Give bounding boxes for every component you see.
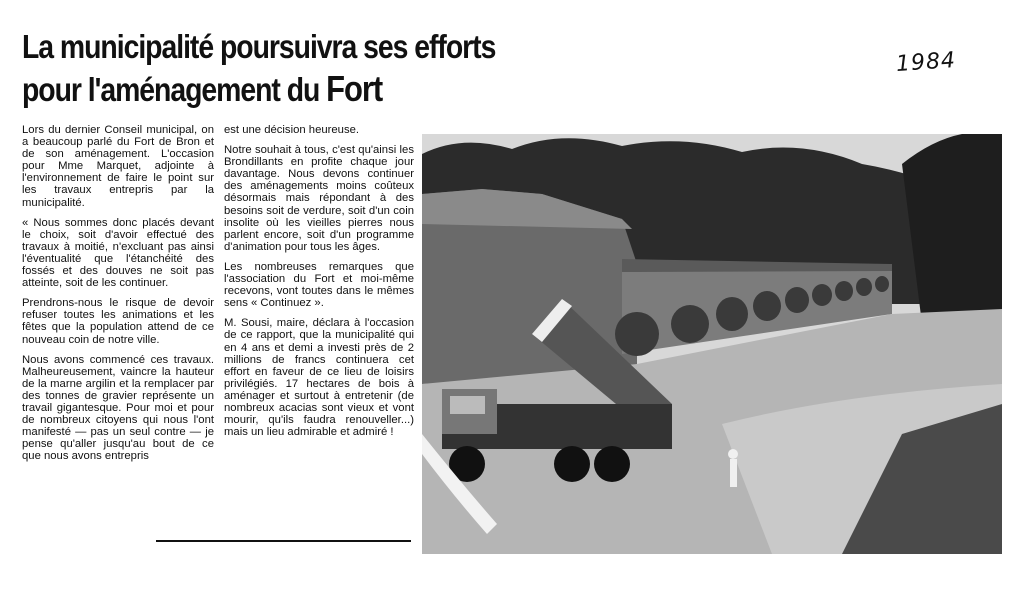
paragraph: Nous avons commencé ces travaux. Malheureusement, vaincre la hauteur de la marne argilin et la remplacer par des tonnes de gravier représente un travail gigantesque. Pour moi et pour de nombreux citoyens qui nous l'ont manifesté — pas un seul contre — je pense qu'aller jusqu'au bout de ce que nous avons entrepris (22, 353, 214, 463)
paragraph: « Nous sommes donc placés devant le choix, soit d'avoir effectué des travaux à moitié, n'excluant pas ainsi l'éventualité que l'étanchéité des fossés et des douves ne soit pas atteinte, soit de les continuer. (22, 216, 214, 290)
paragraph: Les nombreuses remarques que l'association du Fort et moi-même recevons, vont toutes dans le mêmes sens « Continuez ». (224, 260, 414, 310)
fort-photo (422, 134, 1002, 554)
headline-fort-word: Fort (326, 68, 383, 109)
headline-line-2 (22, 68, 538, 111)
article-column-1 (22, 124, 214, 470)
headline-line-1: La municipalité poursuivra ses efforts (22, 28, 496, 65)
paragraph: Lors du dernier Conseil municipal, on a beaucoup parlé du Fort de Bron et de son aménagement. L'occasion pour Mme Marquet, adjointe à l'environnement de faire le point sur les travaux entrepris par la municipalité. (22, 124, 214, 209)
handwritten-year: 1984 (895, 47, 957, 78)
column-rule (156, 540, 411, 542)
fort-photo-illustration (422, 134, 1002, 554)
headline-line-2-main: pour l'aménagement du (22, 71, 327, 108)
paragraph: Notre souhait à tous, c'est qu'ainsi les Brondillants en profite chaque jour davantage. Nous devons continuer des aménagements moins coûteux désormais mais répondant à des besoins soit de verdure, soit d'un coin insolite où les vieilles pierres nous parlent encore, soit d'un programme d'animation pour tous les âges. (224, 144, 414, 253)
paragraph: Prendrons-nous le risque de devoir refuser toutes les animations et les fêtes que la population attend de ce nouveau coin de notre ville. (22, 297, 214, 346)
paragraph: est une décision heureuse. (224, 124, 360, 136)
headline (22, 26, 538, 111)
paragraph: M. Sousi, maire, déclara à l'occasion de ce rapport, que la municipalité qui en 4 ans et demi a investi près de 2 millions de francs continuera cet effort en faveur de ce lieu de loisirs privilégiés. 17 hectares de bois à aménager et surtout à entretenir (de nombreux acacias sont vieux et vont mourir, qu'ils faudra renouveller...) mais un lieu admirable et admiré ! (224, 317, 414, 439)
article-column-2 (224, 124, 414, 446)
